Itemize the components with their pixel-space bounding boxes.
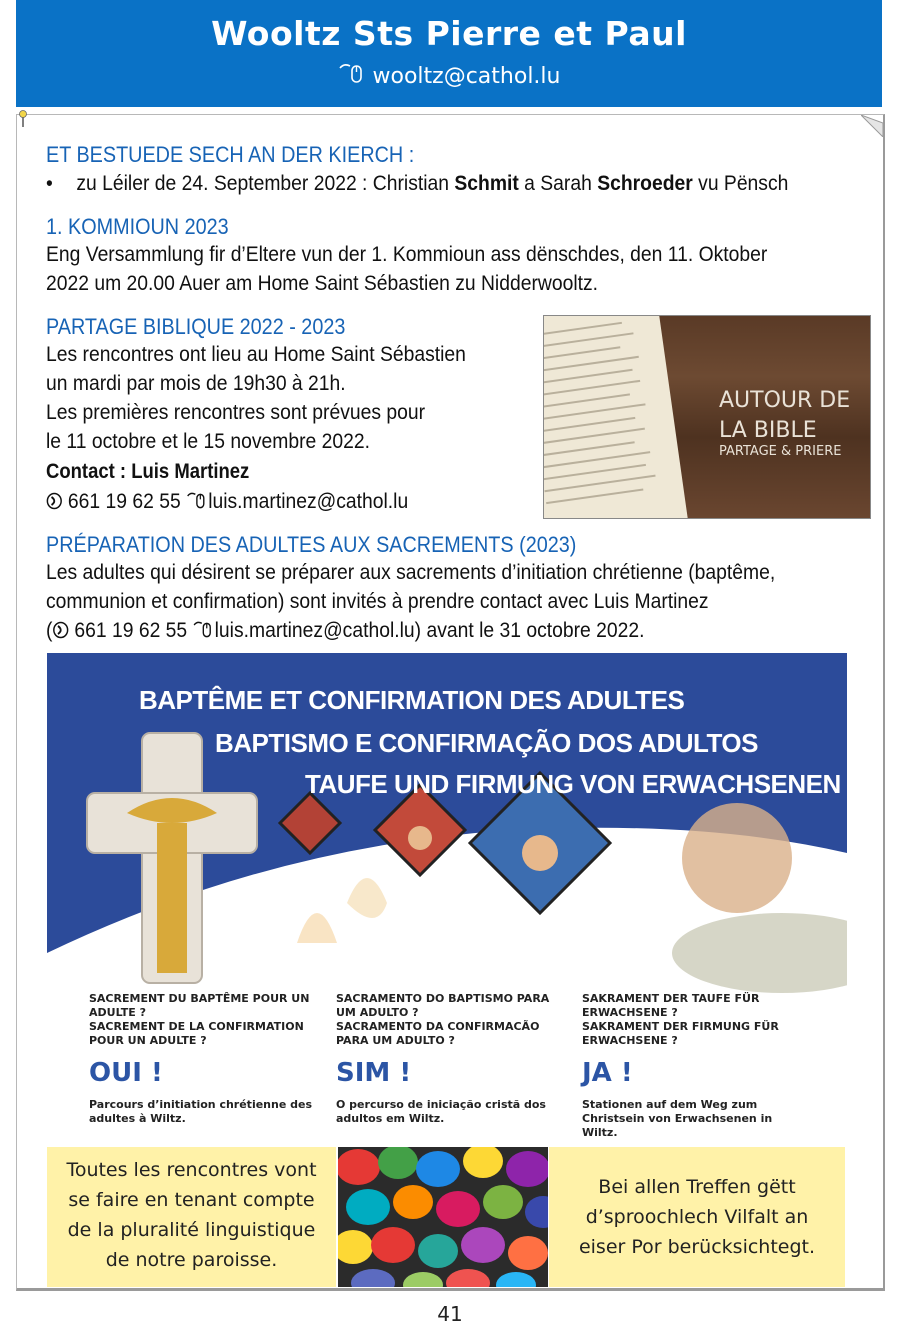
bible-image-line-2: LA BIBLE (719, 418, 817, 443)
page-number: 41 (437, 1302, 463, 1326)
answer-oui: OUI ! (89, 1058, 163, 1088)
poster-title-fr: BAPTÊME ET CONFIRMATION DES ADULTES (139, 685, 685, 715)
wedding-item: • zu Léiler de 24. September 2022 : Christian Schmit a Sarah Schroeder vu Pënsch (46, 172, 789, 195)
partage-line-4: le 11 octobre et le 15 novembre 2022. (46, 430, 371, 453)
partage-line-2: un mardi par mois de 19h30 à 21h. (46, 372, 346, 395)
answer-sim: SIM ! (336, 1058, 412, 1088)
weddings-heading: ET BESTUEDE SECH AN DER KIERCH : (46, 142, 415, 167)
phone-icon (46, 492, 63, 510)
mouse-icon (338, 62, 366, 86)
note-box-fr: Toutes les rencontres vont se faire en tenant compte de la pluralité linguistique de notre paroisse. (47, 1147, 336, 1287)
mouse-icon (193, 620, 215, 640)
adult-sacraments-poster (47, 653, 847, 1147)
bride-name: Schroeder (597, 172, 693, 195)
mouse-icon (186, 491, 208, 511)
partage-contact-line: 661 19 62 55 luis.martinez@cathol.lu (46, 490, 408, 514)
poster-column-pt: SACRAMENTO DO BAPTISMO PARA UM ADULTO ? SACRAMENTO DA CONFIRMACÃO PARA UM ADULTO ? SIM ! O percurso de iniciação cristã dos adultos em Wiltz. (336, 992, 564, 1126)
header-email-line (16, 62, 882, 89)
bible-image-line-3: PARTAGE & PRIERE (719, 444, 842, 459)
diversity-heads-image (338, 1147, 548, 1287)
partage-contact: Contact : Luis Martinez (46, 460, 250, 483)
partage-line-3: Les premières rencontres sont prévues pour (46, 401, 426, 424)
communion-line-1: Eng Versammlung fir d’Eltere vun der 1. Kommioun ass dënschdes, den 11. Oktober (46, 243, 768, 266)
poster-title-de: TAUFE UND FIRMUNG VON ERWACHSENEN (305, 769, 841, 799)
open-book-graphic (543, 315, 690, 519)
header-email[interactable]: wooltz@cathol.lu (372, 64, 561, 89)
answer-ja: JA ! (582, 1058, 633, 1088)
bullet: • (46, 172, 53, 195)
parish-title: Wooltz Sts Pierre et Paul (211, 14, 687, 53)
groom-name: Schmit (454, 172, 519, 195)
partage-line-1: Les rencontres ont lieu au Home Saint Sébastien (46, 343, 466, 366)
adults-heading: PRÉPARATION DES ADULTES AUX SACREMENTS (2023) (46, 532, 577, 557)
pin-icon (18, 110, 28, 128)
bible-image (543, 315, 871, 519)
bible-image-line-1: AUTOUR DE (719, 388, 851, 413)
note-box-lb: Bei allen Treffen gëtt d’sproochlech Vilfalt an eiser Por berücksichtegt. (549, 1147, 845, 1287)
page-fold-icon (861, 115, 883, 137)
poster-column-de: SAKRAMENT DER TAUFE FÜR ERWACHSENE ? SAKRAMENT DER FIRMUNG FÜR ERWACHSENE ? JA ! Stationen auf dem Weg zum Christsein von Erwachsenen in Wiltz. (582, 992, 810, 1140)
partage-email[interactable]: luis.martinez@cathol.lu (208, 490, 409, 513)
adults-line-3: ( 661 19 62 55 luis.martinez@cathol.lu) avant le 31 octobre 2022. (46, 619, 645, 642)
heads-mosaic-icon (338, 1147, 548, 1287)
partage-heading: PARTAGE BIBLIQUE 2022 - 2023 (46, 314, 346, 339)
poster-column-fr: SACREMENT DU BAPTÊME POUR UN ADULTE ? SACREMENT DE LA CONFIRMATION POUR UN ADULTE ? OUI ! Parcours d’initiation chrétienne des adultes à Wiltz. (89, 992, 317, 1126)
communion-heading: 1. KOMMIOUN 2023 (46, 214, 229, 239)
poster-title-pt: BAPTISMO E CONFIRMAÇÃO DOS ADULTOS (215, 728, 758, 758)
phone-icon (52, 621, 69, 639)
adults-line-1: Les adultes qui désirent se préparer aux sacrements d’initiation chrétienne (baptême, (46, 561, 776, 584)
adults-line-2: communion et confirmation) sont invités à prendre contact avec Luis Martinez (46, 590, 709, 613)
adults-email[interactable]: luis.martinez@cathol.lu (214, 619, 415, 642)
header-banner (16, 0, 882, 107)
communion-line-2: 2022 um 20.00 Auer am Home Saint Sébastien zu Nidderwooltz. (46, 272, 599, 295)
